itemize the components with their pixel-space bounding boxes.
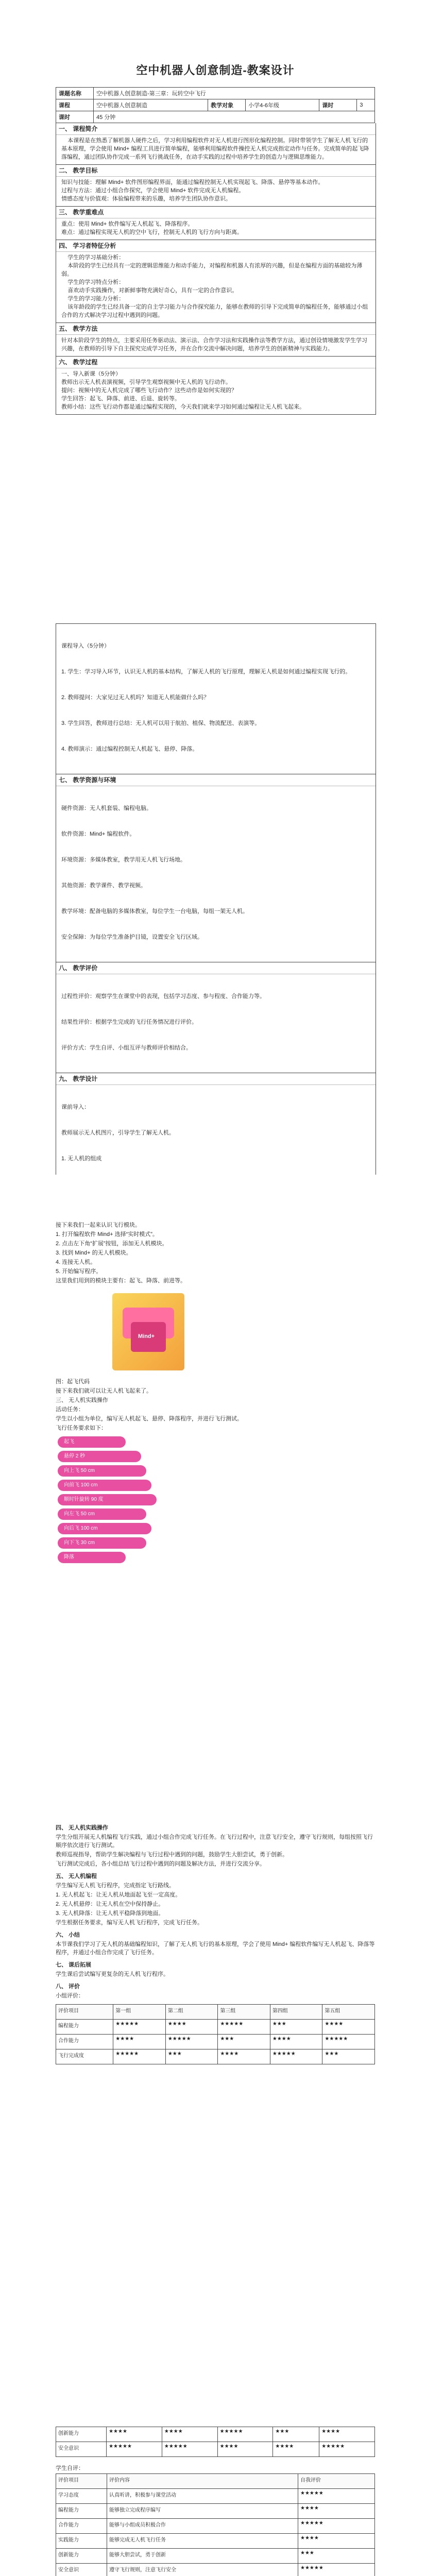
- code-block: 起飞: [58, 1436, 126, 1448]
- section-methods: [56, 323, 376, 357]
- table-cell: ★★★: [273, 2427, 319, 2442]
- section-body: 本课程是在熟悉了解机器人硬件之后，学习利用编程软件对无人机进行图形化编程控制。同时带领学生了解无人机飞行的基本原理，学会使用 Mind+ 编程工具进行简单编程，能够利用编程软件操控无人机完成指定动作与任务。完成简单的起飞降落编程，通过团队协作完成一系列飞行挑战任务，在动手实践的过程中培养学生的创造力与逻辑思维能力。: [61, 138, 369, 160]
- page-4: [0, 1803, 426, 2380]
- code-block: 悬停 2 秒: [58, 1451, 141, 1462]
- info-key: 课时: [319, 99, 357, 111]
- group-eval-table: [56, 2004, 375, 2064]
- table-row: [56, 2534, 375, 2549]
- text-line: 飞行任务要求如下：: [56, 1425, 107, 1431]
- table-cell: ★★★★★: [298, 2519, 375, 2534]
- page-1: [0, 0, 426, 577]
- text-line: 1. 学生：学习导入环节，认识无人机的基本结构，了解无人机的飞行原理，理解无人机是如何通过编程实现飞行的。: [61, 669, 351, 675]
- section-heading: 八、 教学评价: [56, 962, 376, 974]
- table-header-cell: 评价项目: [56, 2005, 113, 2020]
- table-cell: 能够完成无人机飞行任务: [107, 2534, 298, 2549]
- text-line: 六、 小结: [56, 1932, 80, 1938]
- text-line: 4. 连接无人机。: [56, 1259, 96, 1265]
- table-cell: ★★★★★: [319, 2442, 375, 2457]
- table-cell: ★★★★: [319, 2427, 375, 2442]
- table-cell: 编程能力: [56, 2504, 107, 2519]
- table-cell: 能够独立完成程序编写: [107, 2504, 298, 2519]
- table-header-cell: 自我评价: [298, 2474, 375, 2489]
- page-3: [0, 1200, 426, 1777]
- code-block: 降落: [58, 1552, 126, 1563]
- table-cell: ★★★★★: [217, 2427, 273, 2442]
- page3-text: [56, 1221, 375, 1285]
- table-row: [56, 2035, 375, 2049]
- text-line: 1. 打开编程软件 Mind+ 选择“实时模式”。: [56, 1231, 158, 1238]
- table-cell: ★★★: [270, 2020, 322, 2035]
- page4-text: [56, 1824, 375, 2000]
- table-cell: ★★★★: [165, 2020, 218, 2035]
- table-cell: ★★★★: [298, 2534, 375, 2549]
- section-body: 知识与技能：理解 Mind+ 软件图形编程界面，能通过编程控制无人机实现起飞、降落、悬停等基本动作。 过程与方法：通过小组合作探究，学会使用 Mind+ 软件完成无人机编程。 情感态度与价值观：体验编程带来的乐趣，培养学生团队协作意识。: [61, 179, 324, 202]
- text-line: 2. 教师提问：大家见过无人机吗？知道无人机能做什么吗？: [61, 694, 210, 701]
- table-cell: ★★★★★: [107, 2442, 162, 2457]
- info-value: 3: [357, 99, 375, 111]
- table-cell: ★★★★★: [162, 2442, 217, 2457]
- table-cell: ★★★: [165, 2049, 218, 2064]
- info-value: 小学4-6年级: [246, 99, 319, 111]
- code-block: 向前飞 100 cm: [58, 1480, 151, 1491]
- table-header-cell: 评价内容: [107, 2474, 298, 2489]
- code-block: 顺时针旋转 90 度: [58, 1494, 157, 1505]
- info-table: [56, 87, 375, 123]
- code-screenshot-image: [112, 1293, 184, 1370]
- self-eval-label-wrap: [56, 2464, 375, 2472]
- table-cell: 安全意识: [56, 2564, 107, 2576]
- table-cell: 认真听讲，积极参与课堂活动: [107, 2489, 298, 2504]
- table-header-cell: 评价项目: [56, 2474, 107, 2489]
- page-2: [0, 598, 426, 1175]
- code-blocks: [58, 1436, 375, 1563]
- page2-block: [56, 623, 376, 774]
- text-line: 1. 无人机起飞：让无人机从地面起飞至一定高度。: [56, 1892, 181, 1898]
- table-cell: ★★★★: [217, 2442, 273, 2457]
- section-heading: 九、 教学设计: [56, 1073, 376, 1085]
- text-line: 学生以小组为单位，编写无人机起飞、悬停、降落程序，并进行飞行测试。: [56, 1416, 243, 1422]
- section-heading: 二、 教学目标: [56, 165, 376, 177]
- section-body: 一、导入新课（5分钟） 教师出示无人机表演视频，引导学生观察视频中无人机的飞行动作。 提问：视频中的无人机完成了哪些飞行动作？这些动作是如何实现的？ 学生回答：起飞、降落、前进、后退、旋转等。 教师小结：这些飞行动作都是通过编程实现的，今天我们就来学习如何通过编程让无人机飞起来。: [61, 371, 305, 410]
- table-cell: 编程能力: [56, 2020, 113, 2035]
- text-line: 评价方式：学生自评、小组互评与教师评价相结合。: [61, 1045, 192, 1051]
- section-learners: [56, 240, 376, 323]
- table-cell: ★★★★★: [270, 2049, 322, 2064]
- table-cell: 遵守飞行规则，注意飞行安全: [107, 2564, 298, 2576]
- cover-label: Mind+: [138, 1333, 155, 1340]
- info-value: 45 分钟: [94, 111, 375, 123]
- text-line: 2. 点击左下角“扩展”按钮，添加无人机模块。: [56, 1241, 168, 1247]
- table-header-cell: 第三组: [218, 2005, 270, 2020]
- text-line: 硬件资源：无人机套装、编程电脑。: [61, 805, 152, 811]
- section-heading: 七、 教学资源与环境: [56, 774, 376, 786]
- table-row: [56, 2519, 375, 2534]
- code-block: 向下飞 30 cm: [58, 1537, 146, 1549]
- text-line: 飞行测试完成后，各小组总结飞行过程中遇到的问题及解决方法，并进行交流分享。: [56, 1861, 265, 1867]
- table-cell: 能够大胆尝试，勇于创新: [107, 2549, 298, 2564]
- text-line: 4. 教师演示：通过编程控制无人机起飞、悬停、降落。: [61, 746, 198, 752]
- text-line: 五、 无人机编程: [56, 1873, 97, 1879]
- section-heading: 四、 学习者特征分析: [56, 240, 376, 252]
- text-line: 课前导入：: [61, 1104, 90, 1110]
- figure-caption: 图：起飞代码: [56, 1379, 90, 1385]
- info-key: 课时: [56, 111, 94, 123]
- table-cell: ★★★★★: [218, 2020, 270, 2035]
- section-body: 重点：使用 Mind+ 软件编写无人机起飞、降落程序。 难点：通过编程实现无人机的空中飞行，控制无人机的飞行方向与距离。: [61, 221, 243, 235]
- text-line: 接下来我们一起来认识飞行模块。: [56, 1222, 141, 1228]
- self-eval-label: 学生自评：: [56, 2465, 84, 2471]
- text-line: 其他资源：教学课件、教学视频。: [61, 883, 146, 889]
- text-line: 软件资源：Mind+ 编程软件。: [61, 831, 135, 837]
- info-key: 课题名称: [56, 88, 94, 99]
- code-block: 向上飞 50 cm: [58, 1465, 146, 1477]
- code-block: 向后飞 100 cm: [58, 1523, 151, 1534]
- table-cell: ★★★★: [162, 2427, 217, 2442]
- text-line: 3. 学生回答，教师进行总结：无人机可以用于航拍、植保、物流配送、表演等。: [61, 720, 261, 726]
- text-line: 3. 找到 Mind+ 的无人机模块。: [56, 1250, 132, 1256]
- text-line: 教学环境：配备电脑的多媒体教室，每位学生一台电脑，每组一架无人机。: [61, 908, 248, 914]
- table-cell: 飞行完成度: [56, 2049, 113, 2064]
- text-line: 结果性评价：根据学生完成的飞行任务情况进行评价。: [61, 1019, 197, 1025]
- text-line: 接下来我们就可以让无人机飞起来了。: [56, 1388, 152, 1394]
- table-cell: ★★★★: [270, 2035, 322, 2049]
- section-heading: 三、 教学重难点: [56, 207, 376, 218]
- info-value: 空中机器人创意制造: [94, 99, 208, 111]
- table-row: [56, 2427, 375, 2442]
- table-cell: ★★★★★: [298, 2489, 375, 2504]
- text-line: 5. 开始编写程序。: [56, 1268, 102, 1275]
- text-line: 学生根据任务要求，编写无人机飞行程序，完成飞行任务。: [56, 1920, 203, 1926]
- text-line: 八、 评价: [56, 1984, 80, 1990]
- section-body: 学生的学习基础分析： 本阶段的学生已经具有一定的逻辑思维能力和动手能力，对编程和机器人有浓厚的兴趣，但是在编程方面的基础较为薄弱。 学生的学习特点分析： 喜欢动手实践操作，对新鲜事物充满好奇心，具有一定的合作意识。 学生的学习能力分析： 该年龄段的学生已经具备一定的自主学习能力与合作探究能力，能够在教师的引导下完成简单的编程任务，能够通过小组合作的方式解决学习过程中遇到的问题。: [61, 255, 368, 318]
- table-cell: ★★★★: [298, 2504, 375, 2519]
- table-cell: 安全意识: [56, 2442, 107, 2457]
- page-5: [0, 2406, 426, 2576]
- text-line: 安全保障：为每位学生准备护目镜，设置安全飞行区域。: [61, 934, 203, 940]
- info-key: 教学对象: [208, 99, 246, 111]
- section-heading: 一、 课程简介: [56, 123, 376, 135]
- section-design: [56, 1073, 376, 1175]
- text-line: 教师巡视指导，帮助学生解决编程与飞行过程中遇到的问题，鼓励学生大胆尝试，勇于创新。: [56, 1852, 288, 1858]
- table-row: [56, 2489, 375, 2504]
- section-intro: [56, 123, 376, 165]
- text-line: 活动任务：: [56, 1406, 84, 1413]
- table-cell: 创新能力: [56, 2549, 107, 2564]
- table-row: [56, 2020, 375, 2035]
- table-cell: 能够与小组成员积极合作: [107, 2519, 298, 2534]
- info-key: 课程: [56, 99, 94, 111]
- text-line: 三、 无人机实践操作: [56, 1397, 109, 1403]
- table-cell: ★★★: [218, 2035, 270, 2049]
- section-evaluation: [56, 962, 376, 1073]
- section-goals: [56, 165, 376, 207]
- text-line: 四、 无人机实践操作: [56, 1825, 109, 1831]
- code-block: 向左飞 50 cm: [58, 1509, 146, 1520]
- text-line: 环境资源：多媒体教室，教学用无人机飞行场地。: [61, 857, 186, 863]
- table-cell: ★★★★★: [113, 2049, 166, 2064]
- text-line: 课程导入（5分钟）: [61, 643, 110, 649]
- table-cell: ★★★★: [107, 2427, 162, 2442]
- table-row: [56, 2049, 375, 2064]
- table-cell: 实践能力: [56, 2534, 107, 2549]
- table-cell: ★★★★: [218, 2049, 270, 2064]
- table-row: [56, 2504, 375, 2519]
- text-line: 学生编写无人机飞行程序，完成指定飞行路线。: [56, 1883, 175, 1889]
- table-row: [56, 2564, 375, 2576]
- self-eval-table: [56, 2473, 375, 2576]
- text-line: 2. 无人机悬停：让无人机在空中保持静止。: [56, 1901, 164, 1907]
- doc-title: 空中机器人创意制造-教案设计: [136, 64, 295, 77]
- table-cell: 合作能力: [56, 2519, 107, 2534]
- table-cell: 创新能力: [56, 2427, 107, 2442]
- table-row: [56, 2549, 375, 2564]
- table-cell: 合作能力: [56, 2035, 113, 2049]
- page3-text-2: [56, 1378, 375, 1432]
- table-header-cell: 第四组: [270, 2005, 322, 2020]
- section-heading: 六、 教学过程: [56, 357, 376, 368]
- text-line: 教师展示无人机图片，引导学生了解无人机。: [61, 1130, 175, 1136]
- table-cell: ★★★★: [113, 2035, 166, 2049]
- text-line: 1. 无人机的组成: [61, 1156, 102, 1162]
- text-line: 本节课我们学习了无人机的基础编程知识，了解了无人机飞行的基本原理，学会了使用 Mind+ 编程软件编写无人机起飞、降落等程序，并通过小组合作完成了飞行任务。: [56, 1941, 375, 1956]
- section-keypoints: [56, 207, 376, 240]
- text-line: 这里我们用到的模块主要有：起飞、降落、前进等。: [56, 1278, 186, 1284]
- table-cell: ★★★★★: [298, 2564, 375, 2576]
- info-value: 空中机器人创意制造-第三章：玩转空中飞行: [94, 88, 375, 99]
- table-header-cell: 第二组: [165, 2005, 218, 2020]
- text-line: 学生课后尝试编写更复杂的无人机飞行程序。: [56, 1971, 169, 1977]
- section-process: [56, 357, 376, 415]
- text-line: 过程性评价：观察学生在课堂中的表现，包括学习态度、参与程度、合作能力等。: [61, 993, 265, 999]
- table-cell: ★★★★: [273, 2442, 319, 2457]
- table-header-cell: 第一组: [113, 2005, 166, 2020]
- group-eval-table-cont: [56, 2427, 375, 2457]
- table-row: [56, 2442, 375, 2457]
- table-cell: ★★★: [298, 2549, 375, 2564]
- text-line: 学生分组开展无人机编程飞行实践，通过小组合作完成飞行任务。在飞行过程中，注意飞行安全，遵守飞行规则，每组按照飞行顺序依次进行飞行测试。: [56, 1834, 373, 1849]
- text-line: 七、 课后拓展: [56, 1962, 92, 1968]
- table-cell: ★★★★★: [322, 2035, 375, 2049]
- text-line: 小组评价：: [56, 1993, 84, 1999]
- section-body: 针对本阶段学生的特点，主要采用任务驱动法、演示法、合作学习法和实践操作法等教学方法，通过创设情境激发学生学习兴趣，在教师的引导下自主探究完成学习任务，并在合作交流中解决问题，培养学生的创新精神与实践能力。: [61, 337, 367, 352]
- table-cell: ★★★★★: [165, 2035, 218, 2049]
- section-resources: [56, 774, 376, 962]
- table-header-cell: 第五组: [322, 2005, 375, 2020]
- table-cell: ★★★★★: [113, 2020, 166, 2035]
- table-cell: ★★★★: [322, 2020, 375, 2035]
- table-cell: ★★★: [322, 2049, 375, 2064]
- text-line: 3. 无人机降落：让无人机平稳降落到地面。: [56, 1910, 164, 1917]
- table-cell: 学习态度: [56, 2489, 107, 2504]
- section-heading: 五、 教学方法: [56, 323, 376, 335]
